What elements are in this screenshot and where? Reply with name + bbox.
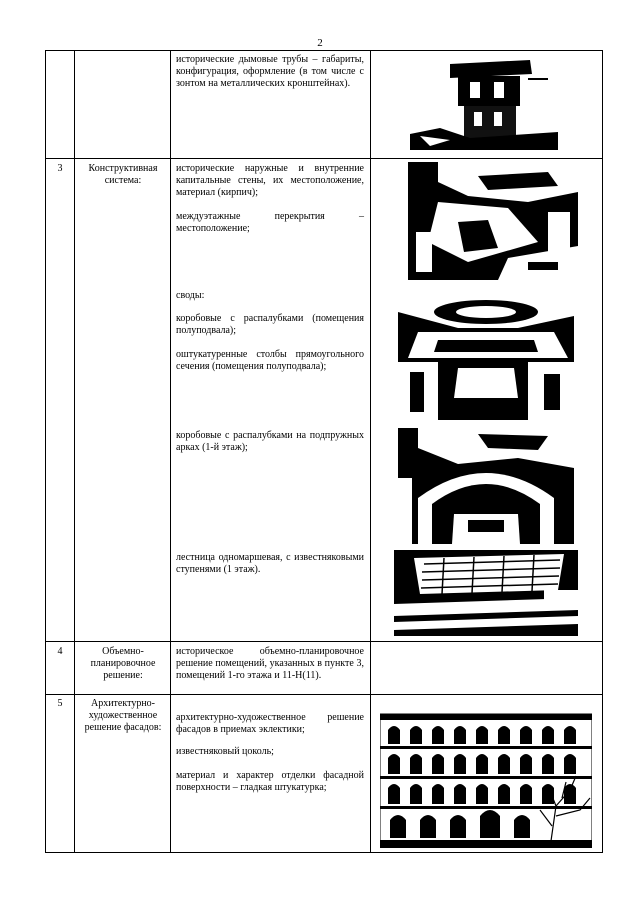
item-text: известняковый цоколь;	[176, 746, 274, 757]
item-text: коробовые с распалубками на подпружных арках (1-й этаж);	[176, 430, 364, 453]
vaulted-ceiling-photo	[398, 288, 574, 420]
item-text: архитектурно-художественное решение фасадов в приемах эклектики;	[176, 712, 364, 735]
facade-photo	[380, 706, 592, 848]
chimney-photo	[410, 56, 558, 150]
table-border-right	[602, 50, 603, 853]
item-text: исторические дымовые трубы – габариты, конфигурация, оформление (в том числе с зонтом на металлических кронштейнах).	[176, 54, 364, 89]
item-text: своды:	[176, 290, 205, 301]
page-number: 2	[317, 37, 323, 49]
item-text: коробовые с распалубками (помещения полуподвала);	[176, 313, 364, 336]
column-divider	[370, 50, 371, 853]
item-text: лестница одномаршевая, с известняковыми ступенями (1 этаж).	[176, 552, 364, 575]
arch-vault-photo	[398, 428, 574, 544]
row-divider	[45, 50, 602, 51]
row-divider	[45, 852, 602, 853]
row-name: Архитектурно-художественное решение фасадов:	[84, 698, 162, 733]
row-divider	[45, 694, 602, 695]
row-divider	[45, 641, 602, 642]
item-text: исторические наружные и внутренние капитальные стены, их местоположение, материал (кирпич);	[176, 163, 364, 198]
item-text: оштукатуренные столбы прямоугольного сечения (помещения полуподвала);	[176, 349, 364, 372]
row-name: Объемно-планировочное решение:	[90, 646, 156, 681]
row-number: 5	[57, 698, 63, 709]
item-text: междуэтажные перекрытия – местоположение;	[176, 211, 364, 234]
row-name: Конструктивная система:	[88, 163, 158, 186]
item-text: материал и характер отделки фасадной поверхности – гладкая штукатурка;	[176, 770, 364, 793]
staircase-photo	[394, 550, 578, 636]
row-number: 4	[57, 646, 63, 657]
row-divider	[45, 158, 602, 159]
column-divider	[74, 50, 75, 853]
column-divider	[170, 50, 171, 853]
interior-walls-photo	[408, 162, 578, 280]
item-text: историческое объемно-планировочное решение помещений, указанных в пункте 3, помещений 1-го этажа и 11-Н(11).	[176, 646, 364, 681]
row-number: 3	[57, 163, 63, 174]
